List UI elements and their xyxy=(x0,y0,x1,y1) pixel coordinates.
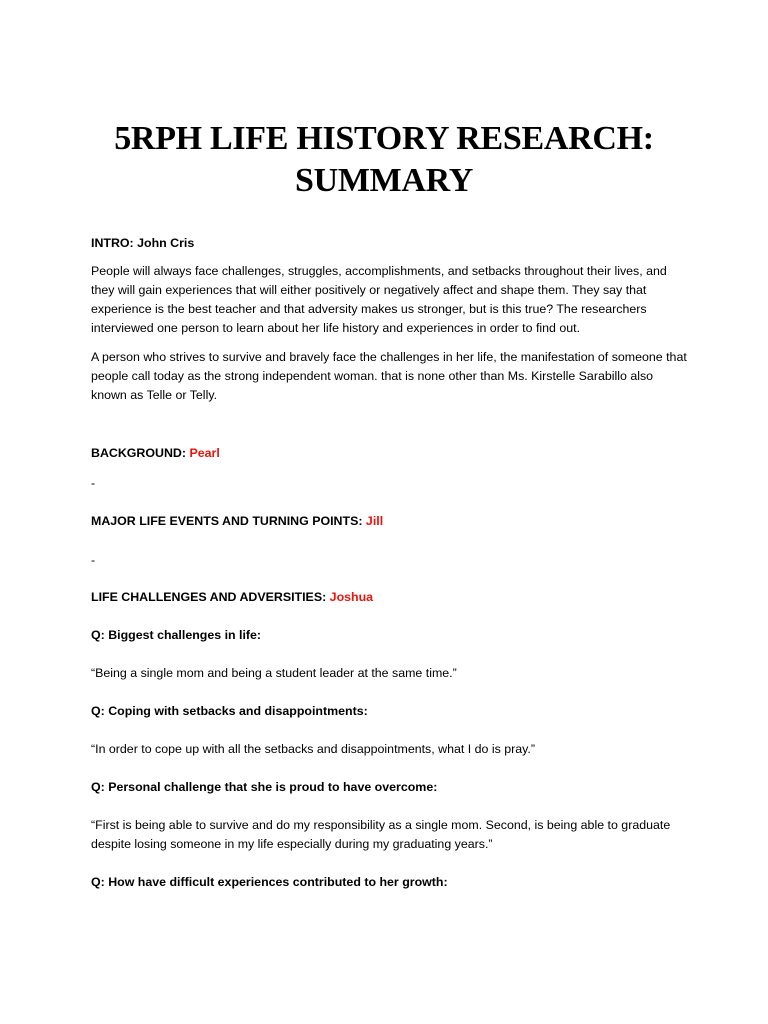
challenges-author: Joshua xyxy=(329,590,374,604)
page-title xyxy=(40,118,728,202)
answer-3: “First is being able to survive and do my responsibility as a single mom. Second, is being able to graduate despite losing someone in my life especially during my graduating years.” xyxy=(91,818,671,851)
question-1: Q: Biggest challenges in life: xyxy=(91,628,262,642)
background-author: Pearl xyxy=(189,446,220,460)
intro-paragraph-2: A person who strives to survive and bravely face the challenges in her life, the manifestation of someone that people call today as the strong independent woman. that is none other than Ms. Kirstelle Sarabillo also known as Telle or Telly. xyxy=(91,350,687,402)
challenges-heading xyxy=(91,588,691,607)
major-events-label: MAJOR LIFE EVENTS AND TURNING POINTS: xyxy=(91,514,363,528)
intro-author: John Cris xyxy=(137,236,195,250)
answer-2: “In order to cope up with all the setbacks and disappointments, what I do is pray.” xyxy=(91,742,536,756)
background-heading xyxy=(91,444,691,463)
background-label: BACKGROUND: xyxy=(91,446,186,460)
major-events-content: - xyxy=(91,553,96,567)
intro-paragraph-1: People will always face challenges, struggles, accomplishments, and setbacks throughout their lives, and they will gain experiences that will either positively or negatively affect and shape them. They say that experience is the best teacher and that adversity makes us stronger, but is this true? The researchers interviewed one person to learn about her life history and experiences in order to find out. xyxy=(91,264,667,335)
title-line-1: 5RPH LIFE HISTORY RESEARCH: xyxy=(114,119,654,157)
title-line-2: SUMMARY xyxy=(294,161,473,199)
major-events-author: Jill xyxy=(365,514,384,528)
intro-heading xyxy=(91,234,691,253)
question-3: Q: Personal challenge that she is proud to have overcome: xyxy=(91,780,438,794)
background-content: - xyxy=(91,476,96,490)
answer-1: “Being a single mom and being a student leader at the same time.” xyxy=(91,666,457,680)
major-events-heading xyxy=(91,512,691,531)
challenges-label: LIFE CHALLENGES AND ADVERSITIES: xyxy=(91,590,327,604)
intro-label: INTRO: xyxy=(91,236,134,250)
question-2: Q: Coping with setbacks and disappointments: xyxy=(91,704,368,718)
question-4: Q: How have difficult experiences contributed to her growth: xyxy=(91,875,448,889)
